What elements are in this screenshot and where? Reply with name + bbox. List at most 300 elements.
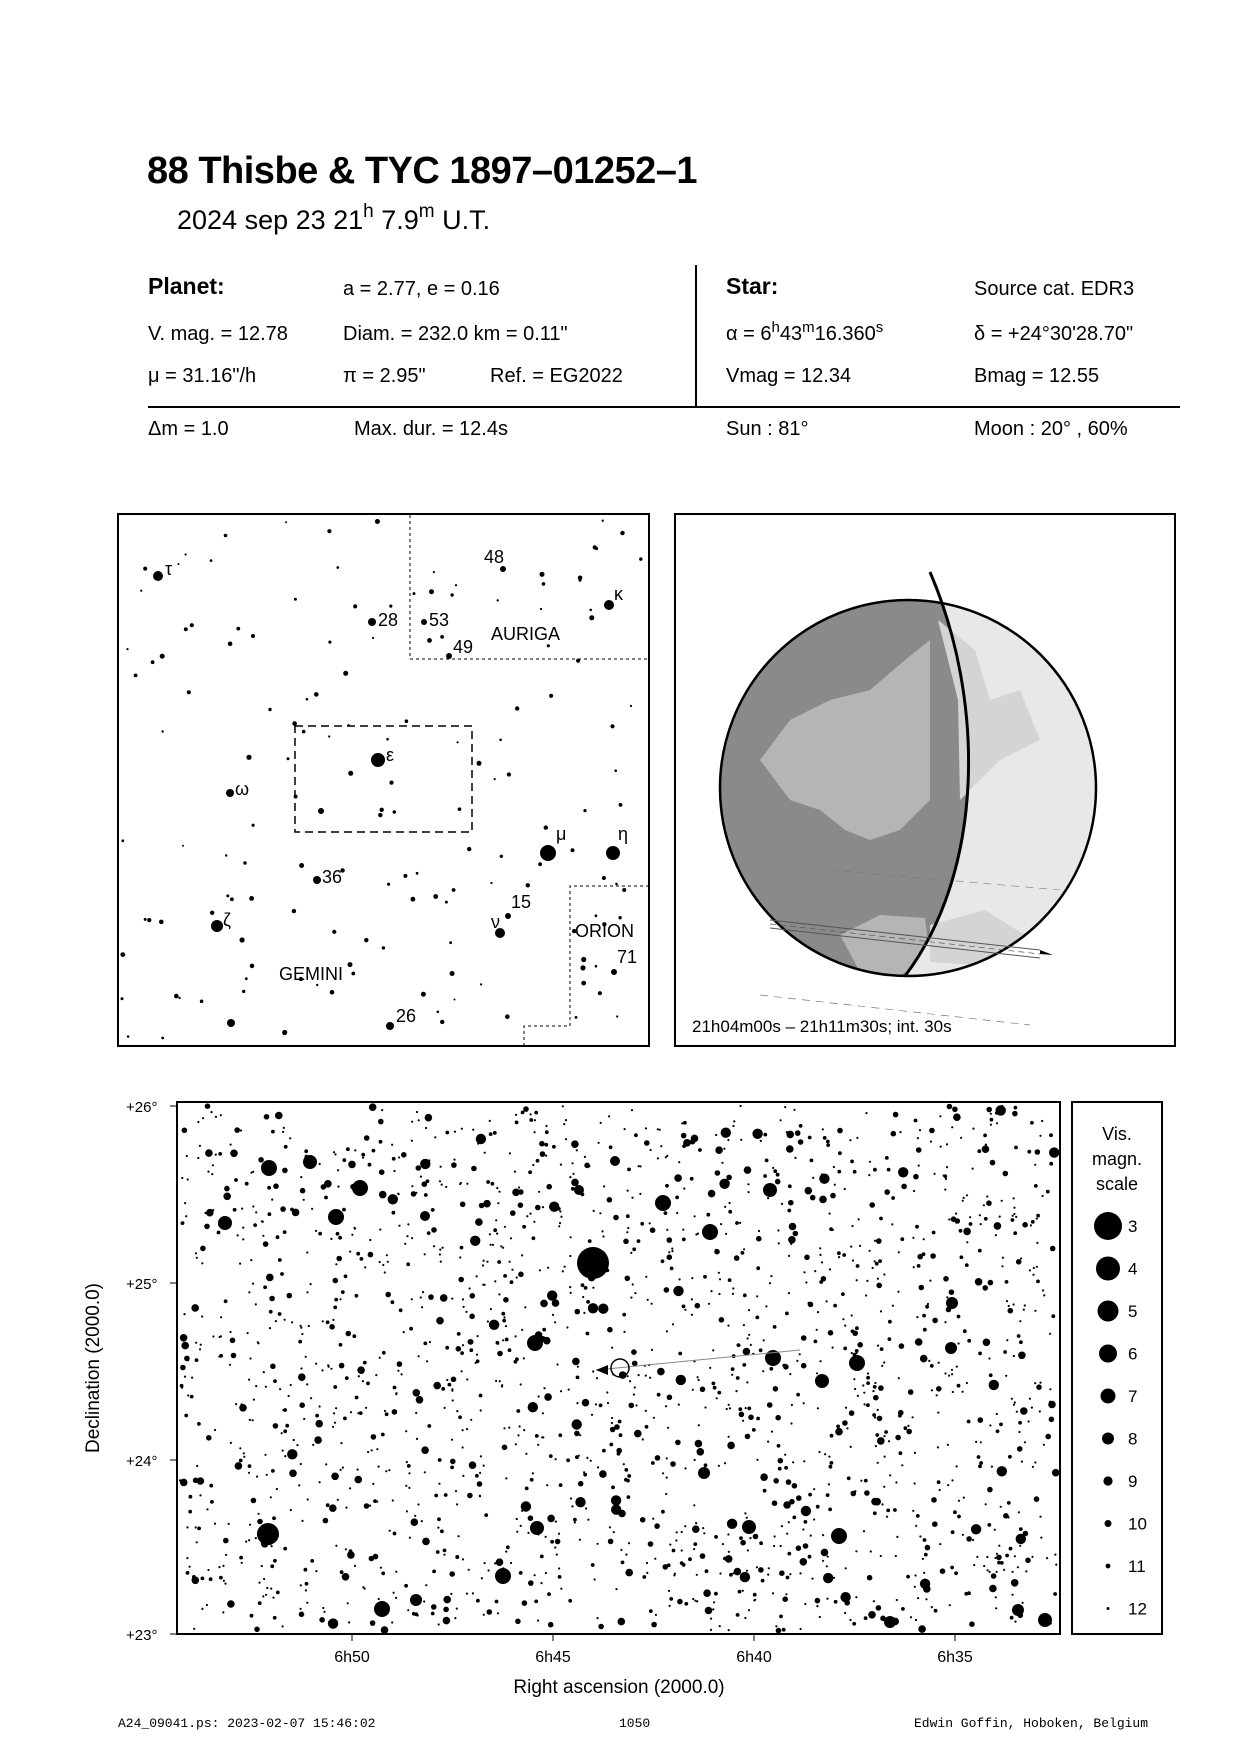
field-star bbox=[346, 1147, 350, 1151]
field-star bbox=[872, 1267, 874, 1269]
magnitude-12-dot bbox=[1107, 1607, 1110, 1610]
field-star bbox=[637, 1239, 641, 1243]
field-star bbox=[503, 1316, 505, 1318]
field-star bbox=[775, 1625, 777, 1627]
field-star bbox=[298, 1373, 306, 1381]
field-star bbox=[184, 1202, 186, 1204]
field-star bbox=[202, 1117, 204, 1119]
field-star bbox=[695, 1522, 697, 1524]
field-star bbox=[613, 1531, 615, 1533]
field-star bbox=[792, 1483, 798, 1489]
field-star bbox=[895, 1435, 901, 1441]
field-star bbox=[472, 1592, 474, 1594]
field-star bbox=[760, 1473, 768, 1481]
field-star bbox=[399, 1308, 403, 1312]
field-star bbox=[898, 1251, 900, 1253]
field-star bbox=[364, 1503, 370, 1509]
field-star bbox=[1042, 1289, 1044, 1291]
field-star bbox=[674, 1573, 676, 1575]
sun-altitude: Sun : 81° bbox=[726, 418, 809, 440]
field-star bbox=[193, 1628, 195, 1630]
finder-star bbox=[292, 909, 296, 913]
finder-star bbox=[126, 648, 128, 650]
field-star bbox=[664, 1287, 670, 1293]
field-star bbox=[456, 1503, 458, 1505]
field-star bbox=[899, 1343, 905, 1349]
field-star bbox=[1013, 1197, 1015, 1199]
field-star bbox=[920, 1355, 928, 1363]
field-star bbox=[494, 1280, 496, 1282]
field-star bbox=[486, 1261, 488, 1263]
field-star bbox=[312, 1444, 314, 1446]
field-star bbox=[590, 1460, 592, 1462]
field-star bbox=[287, 1449, 297, 1459]
field-star bbox=[654, 1523, 660, 1529]
field-star bbox=[727, 1442, 735, 1450]
field-star bbox=[588, 1274, 596, 1282]
field-star bbox=[692, 1525, 700, 1533]
field-star bbox=[314, 1436, 322, 1444]
field-star bbox=[223, 1193, 231, 1201]
field-star bbox=[645, 1375, 647, 1377]
field-star bbox=[880, 1347, 884, 1351]
field-star bbox=[666, 1229, 668, 1231]
field-star bbox=[496, 1558, 504, 1566]
field-star bbox=[248, 1539, 250, 1541]
field-star bbox=[502, 1319, 506, 1323]
field-star bbox=[948, 1218, 950, 1220]
field-star bbox=[765, 1305, 767, 1307]
field-star bbox=[1049, 1388, 1051, 1390]
field-star bbox=[558, 1567, 560, 1569]
field-star bbox=[1045, 1434, 1051, 1440]
field-star bbox=[496, 1233, 498, 1235]
field-star bbox=[853, 1378, 855, 1380]
field-star bbox=[1049, 1162, 1053, 1166]
field-star bbox=[785, 1593, 787, 1595]
field-star bbox=[746, 1517, 748, 1519]
field-star bbox=[833, 1166, 835, 1168]
field-star bbox=[284, 1455, 286, 1457]
field-star bbox=[535, 1434, 539, 1438]
field-star bbox=[405, 1485, 407, 1487]
field-star bbox=[416, 1396, 424, 1404]
field-star bbox=[459, 1183, 461, 1185]
finder-star bbox=[610, 724, 614, 728]
field-star bbox=[845, 1567, 847, 1569]
field-star bbox=[959, 1229, 963, 1233]
field-star bbox=[195, 1342, 197, 1344]
field-star bbox=[379, 1261, 381, 1263]
field-star bbox=[444, 1493, 448, 1497]
field-star bbox=[249, 1419, 251, 1421]
field-star bbox=[932, 1231, 936, 1235]
field-star bbox=[598, 1142, 600, 1144]
planet-diameter: Diam. = 232.0 km = 0.11" bbox=[343, 323, 568, 345]
finder-star bbox=[575, 1016, 578, 1019]
field-star bbox=[518, 1202, 524, 1208]
field-star bbox=[865, 1112, 867, 1114]
field-star bbox=[803, 1271, 805, 1273]
field-star bbox=[849, 1410, 855, 1416]
field-star bbox=[510, 1280, 514, 1284]
field-star bbox=[224, 1583, 226, 1585]
field-star bbox=[874, 1260, 876, 1262]
field-star bbox=[1029, 1269, 1031, 1271]
field-star bbox=[646, 1562, 648, 1564]
field-star bbox=[393, 1592, 395, 1594]
finder-star bbox=[372, 637, 374, 639]
field-star bbox=[939, 1489, 941, 1491]
field-star bbox=[864, 1403, 866, 1405]
field-star bbox=[756, 1566, 758, 1568]
field-star bbox=[290, 1384, 292, 1386]
field-star bbox=[365, 1407, 367, 1409]
field-star bbox=[953, 1510, 957, 1514]
field-star bbox=[477, 1335, 479, 1337]
field-star bbox=[440, 1261, 442, 1263]
field-star bbox=[650, 1149, 652, 1151]
field-star bbox=[691, 1314, 693, 1316]
finder-star bbox=[348, 962, 353, 967]
field-star bbox=[914, 1119, 918, 1123]
field-star bbox=[792, 1461, 794, 1463]
field-star bbox=[886, 1516, 888, 1518]
field-star bbox=[982, 1145, 990, 1153]
field-star bbox=[620, 1549, 622, 1551]
field-star bbox=[1018, 1421, 1022, 1425]
field-star bbox=[669, 1544, 671, 1546]
field-star bbox=[188, 1510, 192, 1514]
field-star bbox=[969, 1216, 971, 1218]
field-star bbox=[977, 1455, 981, 1459]
field-star bbox=[509, 1261, 511, 1263]
field-star bbox=[952, 1107, 958, 1113]
field-star bbox=[692, 1598, 694, 1600]
field-star bbox=[488, 1569, 490, 1571]
field-star bbox=[611, 1505, 621, 1515]
field-star bbox=[570, 1497, 572, 1499]
field-star bbox=[743, 1294, 747, 1298]
field-star bbox=[1039, 1516, 1041, 1518]
field-star bbox=[729, 1202, 731, 1204]
field-star bbox=[957, 1315, 961, 1319]
field-star bbox=[994, 1557, 996, 1559]
field-star bbox=[280, 1272, 284, 1276]
field-star bbox=[451, 1298, 453, 1300]
field-star bbox=[753, 1599, 755, 1601]
field-star bbox=[235, 1462, 243, 1470]
field-star bbox=[989, 1380, 999, 1390]
planet-vmag: V. mag. = 12.78 bbox=[148, 323, 288, 345]
field-star bbox=[282, 1131, 284, 1133]
field-star bbox=[263, 1578, 265, 1580]
field-star bbox=[439, 1253, 441, 1255]
field-star bbox=[450, 1459, 456, 1465]
field-star bbox=[237, 1234, 239, 1236]
constellation-auriga: AURIGA bbox=[491, 624, 561, 644]
field-star bbox=[801, 1335, 807, 1341]
field-star bbox=[528, 1580, 534, 1586]
field-star bbox=[516, 1276, 518, 1278]
field-star bbox=[1003, 1350, 1007, 1354]
field-star bbox=[1014, 1555, 1016, 1557]
field-star bbox=[282, 1409, 284, 1411]
field-star bbox=[872, 1390, 874, 1392]
field-star bbox=[703, 1532, 705, 1534]
field-star bbox=[445, 1346, 449, 1350]
finder-star bbox=[620, 531, 624, 535]
field-star bbox=[943, 1276, 949, 1282]
field-star bbox=[392, 1211, 396, 1215]
scale-title-line-2: magn. bbox=[1091, 1149, 1143, 1169]
field-star bbox=[1051, 1314, 1055, 1318]
field-star bbox=[939, 1115, 941, 1117]
field-star bbox=[350, 1184, 356, 1190]
field-star bbox=[559, 1210, 561, 1212]
field-star bbox=[192, 1575, 196, 1579]
magnitude-7-label: 7 bbox=[1128, 1387, 1138, 1406]
field-star bbox=[584, 1286, 588, 1290]
field-star bbox=[869, 1202, 875, 1208]
field-star bbox=[1016, 1259, 1022, 1265]
field-star bbox=[947, 1484, 949, 1486]
field-star bbox=[617, 1452, 621, 1456]
finder-star bbox=[328, 641, 331, 644]
field-star bbox=[887, 1168, 891, 1172]
field-star bbox=[743, 1324, 745, 1326]
field-star bbox=[681, 1133, 687, 1139]
field-star bbox=[876, 1283, 882, 1289]
field-star bbox=[983, 1565, 985, 1567]
field-star bbox=[989, 1373, 993, 1377]
field-star bbox=[264, 1454, 266, 1456]
field-star bbox=[919, 1535, 921, 1537]
field-star bbox=[571, 1187, 575, 1191]
field-star bbox=[826, 1300, 828, 1302]
field-star bbox=[611, 1486, 615, 1490]
field-star bbox=[710, 1629, 712, 1631]
field-star bbox=[505, 1325, 507, 1327]
field-star bbox=[794, 1157, 796, 1159]
field-star bbox=[406, 1235, 408, 1237]
finder-star bbox=[249, 896, 254, 901]
field-star bbox=[682, 1305, 686, 1309]
field-star bbox=[1020, 1407, 1028, 1415]
field-star bbox=[451, 1439, 453, 1441]
field-star bbox=[867, 1372, 869, 1374]
field-star bbox=[841, 1292, 845, 1296]
field-star bbox=[948, 1375, 950, 1377]
field-star bbox=[456, 1608, 458, 1610]
field-star bbox=[319, 1163, 321, 1165]
field-star bbox=[667, 1427, 669, 1429]
field-star bbox=[761, 1579, 765, 1583]
field-star bbox=[569, 1255, 571, 1257]
field-star bbox=[536, 1159, 540, 1163]
field-star bbox=[498, 1293, 500, 1295]
field-star bbox=[420, 1211, 430, 1221]
field-star bbox=[224, 1186, 230, 1192]
field-star bbox=[1025, 1558, 1031, 1564]
field-star bbox=[1008, 1305, 1010, 1307]
field-star bbox=[355, 1396, 359, 1400]
finder-star bbox=[375, 519, 380, 524]
field-star bbox=[1027, 1150, 1031, 1154]
field-star bbox=[991, 1466, 993, 1468]
field-star bbox=[645, 1425, 649, 1429]
field-star bbox=[428, 1294, 434, 1300]
magnitude-7-dot bbox=[1101, 1389, 1116, 1404]
field-star bbox=[661, 1510, 665, 1514]
field-star bbox=[212, 1164, 214, 1166]
field-star bbox=[416, 1111, 418, 1113]
field-star bbox=[698, 1424, 700, 1426]
field-star bbox=[746, 1570, 748, 1572]
field-star bbox=[1046, 1190, 1050, 1194]
field-star bbox=[451, 1377, 457, 1383]
field-star bbox=[555, 1521, 557, 1523]
field-star bbox=[655, 1455, 661, 1461]
field-star bbox=[834, 1600, 838, 1604]
field-star bbox=[417, 1614, 419, 1616]
magnitude-scale bbox=[1072, 1102, 1162, 1634]
field-star bbox=[1000, 1561, 1004, 1565]
field-star bbox=[704, 1463, 708, 1467]
field-star bbox=[574, 1521, 576, 1523]
field-star bbox=[949, 1604, 951, 1606]
field-star bbox=[1030, 1224, 1032, 1226]
field-star bbox=[613, 1215, 619, 1221]
field-star bbox=[220, 1316, 222, 1318]
field-star bbox=[990, 1124, 992, 1126]
field-star bbox=[449, 1571, 455, 1577]
field-star bbox=[850, 1446, 852, 1448]
field-star bbox=[502, 1247, 504, 1249]
field-star bbox=[545, 1130, 549, 1134]
field-star bbox=[829, 1465, 833, 1469]
field-star bbox=[651, 1303, 653, 1305]
field-star bbox=[693, 1548, 695, 1550]
field-star bbox=[906, 1429, 912, 1435]
field-star bbox=[673, 1286, 683, 1296]
field-star bbox=[659, 1129, 661, 1131]
field-star bbox=[436, 1550, 440, 1554]
field-star bbox=[634, 1386, 636, 1388]
field-star bbox=[470, 1236, 480, 1246]
field-star bbox=[180, 1384, 184, 1388]
field-star bbox=[423, 1342, 427, 1346]
field-star bbox=[795, 1130, 801, 1136]
field-star bbox=[666, 1457, 668, 1459]
finder-star bbox=[287, 757, 290, 760]
field-star bbox=[946, 1166, 948, 1168]
finder-star bbox=[581, 981, 586, 986]
field-star bbox=[418, 1503, 420, 1505]
scale-title-line-1: Vis. bbox=[1102, 1124, 1132, 1144]
field-star bbox=[258, 1582, 260, 1584]
field-star bbox=[860, 1480, 862, 1482]
field-star bbox=[877, 1409, 879, 1411]
field-star bbox=[621, 1561, 625, 1565]
field-star bbox=[315, 1420, 323, 1428]
field-star bbox=[624, 1478, 628, 1482]
field-star bbox=[744, 1166, 752, 1174]
field-star bbox=[782, 1628, 786, 1632]
finder-star bbox=[505, 913, 511, 919]
field-star bbox=[534, 1600, 538, 1604]
field-star bbox=[619, 1433, 623, 1437]
field-star bbox=[1012, 1215, 1014, 1217]
field-star bbox=[397, 1370, 399, 1372]
planet-heading: Planet: bbox=[148, 273, 225, 299]
finder-star bbox=[544, 825, 548, 829]
field-star bbox=[516, 1409, 520, 1413]
field-star bbox=[462, 1446, 464, 1448]
field-star bbox=[918, 1625, 926, 1633]
field-star bbox=[539, 1269, 541, 1271]
field-star bbox=[340, 1442, 342, 1444]
field-star bbox=[596, 1377, 598, 1379]
field-star bbox=[411, 1191, 417, 1197]
field-star bbox=[721, 1128, 731, 1138]
field-star bbox=[206, 1604, 208, 1606]
field-star bbox=[996, 1553, 998, 1555]
field-star bbox=[278, 1258, 282, 1262]
field-star bbox=[306, 1383, 308, 1385]
field-star bbox=[325, 1463, 327, 1465]
field-star bbox=[978, 1352, 982, 1356]
field-star bbox=[768, 1357, 770, 1359]
finder-star bbox=[316, 984, 318, 986]
field-star bbox=[242, 1238, 244, 1240]
field-star bbox=[1035, 1149, 1041, 1155]
field-star bbox=[910, 1616, 912, 1618]
field-star bbox=[560, 1390, 562, 1392]
field-star bbox=[252, 1283, 254, 1285]
field-star bbox=[667, 1395, 673, 1401]
field-star bbox=[759, 1348, 763, 1352]
field-star bbox=[195, 1358, 199, 1362]
field-star bbox=[577, 1192, 579, 1194]
field-star bbox=[209, 1484, 213, 1488]
field-star bbox=[460, 1246, 464, 1250]
field-star bbox=[747, 1183, 749, 1185]
field-star bbox=[712, 1382, 716, 1386]
field-star bbox=[201, 1577, 205, 1581]
field-star bbox=[846, 1427, 848, 1429]
field-star bbox=[713, 1601, 715, 1603]
field-star bbox=[301, 1333, 303, 1335]
field-star bbox=[925, 1305, 929, 1309]
field-star bbox=[261, 1220, 263, 1222]
field-star bbox=[891, 1223, 893, 1225]
field-star bbox=[407, 1609, 409, 1611]
field-star bbox=[572, 1358, 580, 1366]
field-star bbox=[248, 1291, 250, 1293]
field-star bbox=[936, 1394, 938, 1396]
field-star bbox=[542, 1328, 546, 1332]
field-star bbox=[943, 1174, 947, 1178]
field-star bbox=[470, 1293, 476, 1299]
field-star bbox=[880, 1310, 882, 1312]
field-star bbox=[262, 1235, 264, 1237]
field-star bbox=[855, 1349, 859, 1353]
field-star bbox=[654, 1558, 656, 1560]
field-star bbox=[576, 1149, 578, 1151]
field-star bbox=[493, 1131, 497, 1135]
field-star bbox=[670, 1461, 676, 1467]
